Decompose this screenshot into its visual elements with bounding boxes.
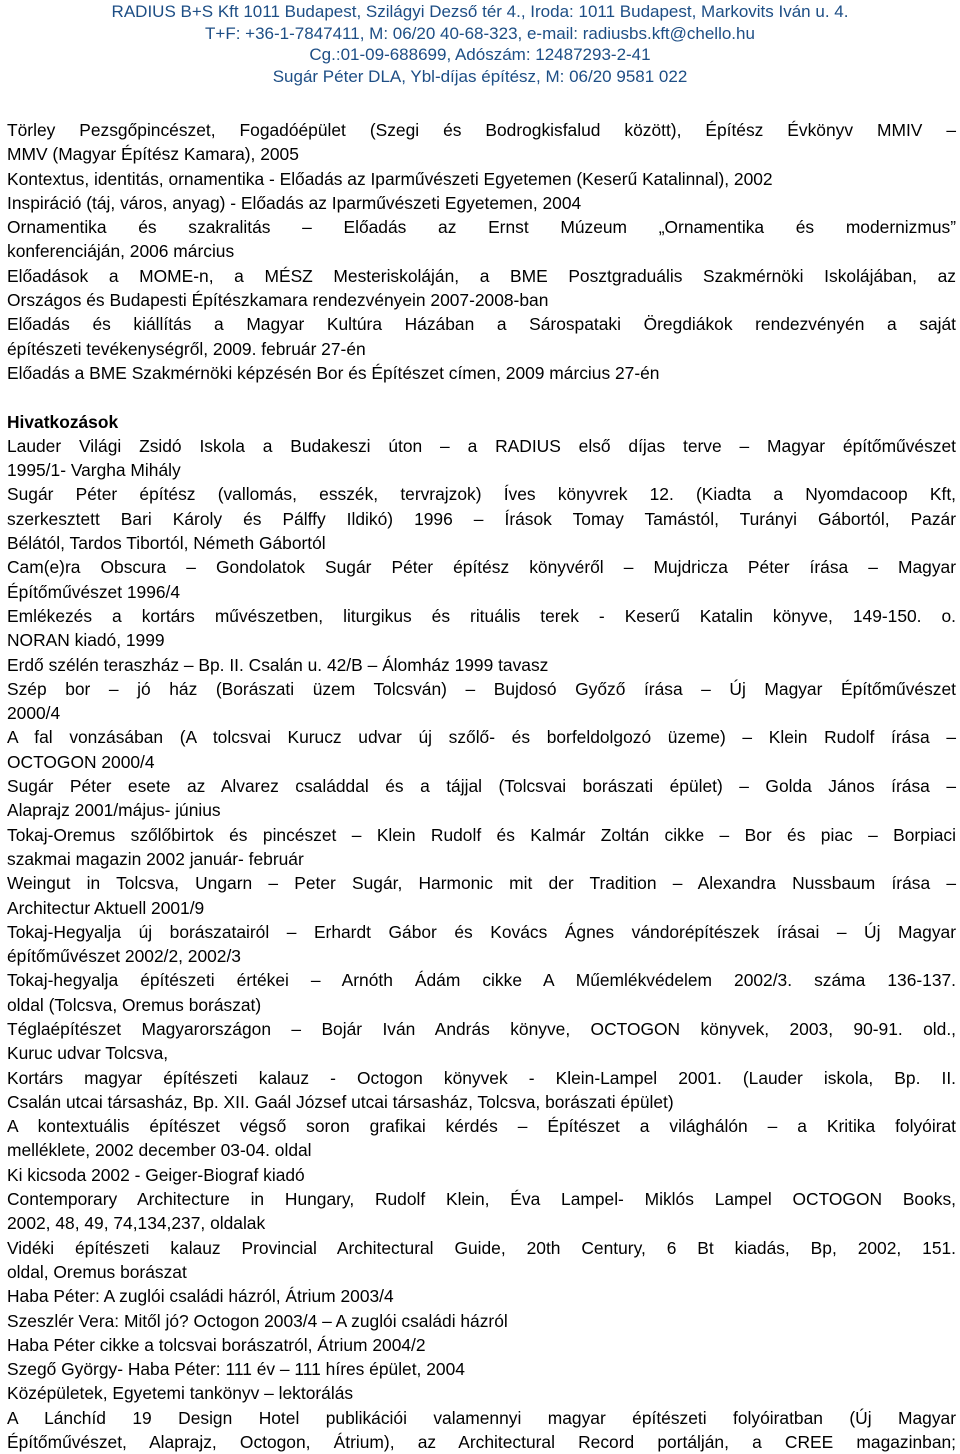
text-line: Kortárs magyar építészeti kalauz - Octogon könyvek - Klein-Lampel 2001. (Lauder iskola, Bp. II. <box>7 1067 956 1088</box>
text-line: melléklete, 2002 december 03-04. oldal <box>7 1140 312 1161</box>
text-line: Téglaépítészet Magyarországon – Bojár Iván András könyve, OCTOGON könyvek, 2003, 90-91. old., <box>7 1018 956 1039</box>
text-line: Emlékezés a kortárs művészetben, liturgikus és rituális terek - Keserű Katalin könyve, 149-150. o. <box>7 605 956 626</box>
text-line: 1995/1- Vargha Mihály <box>7 460 181 481</box>
text-line: Kuruc udvar Tolcsva, <box>7 1043 169 1064</box>
letterhead-architect: Sugár Péter DLA, Ybl-díjas építész, M: 06/20 9581 022 <box>272 66 688 86</box>
text-line: oldal, Oremus borászat <box>7 1261 187 1282</box>
document-body <box>7 118 956 1454</box>
text-line: 2002, 48, 49, 74,134,237, oldalak <box>7 1213 266 1234</box>
text-line: Szegő György- Haba Péter: 111 év – 111 híres épület, 2004 <box>7 1359 465 1380</box>
text-line: Előadások a MOME-n, a MÉSZ Mesteriskoláján, a BME Posztgraduális Szakmérnöki Iskolájában, az <box>7 265 956 286</box>
text-line: Országos és Budapesti Építészkamara rendezvényein 2007-2008-ban <box>7 290 549 311</box>
text-line: Contemporary Architecture in Hungary, Rudolf Klein, Éva Lampel- Miklós Lampel OCTOGON Books, <box>7 1189 956 1210</box>
text-line: Lauder Világi Zsidó Iskola a Budakeszi úton – a RADIUS első díjas terve – Magyar építőművészet <box>7 435 956 456</box>
text-line: Cam(e)ra Obscura – Gondolatok Sugár Péter építész könyvéről – Mujdricza Péter írása – Magyar <box>7 557 956 578</box>
letterhead-registration: Cg.:01-09-688699, Adószám: 12487293-2-41 <box>309 45 651 65</box>
references-heading: Hivatkozások <box>7 411 119 432</box>
text-line: Tokaj-Oremus szőlőbirtok és pincészet – Klein Rudolf és Kalmár Zoltán cikke – Bor és piac – Borpiaci <box>7 824 956 845</box>
text-line: Építőművészet 1996/4 <box>7 581 181 602</box>
text-line: konferenciáján, 2006 március <box>7 241 235 262</box>
text-line: Középületek, Egyetemi tankönyv – lektorálás <box>7 1383 354 1404</box>
text-line: Weingut in Tolcsva, Ungarn – Peter Sugár, Harmonic mit der Tradition – Alexandra Nussbaum írása – <box>7 873 956 894</box>
text-line: NORAN kiadó, 1999 <box>7 630 165 651</box>
text-line: Bélától, Tardos Tibortól, Németh Gábortól <box>7 533 326 554</box>
lectures-section <box>7 118 956 385</box>
text-line: Ornamentika és szakralitás – Előadás az Ernst Múzeum „Ornamentika és modernizmus” <box>7 217 956 238</box>
text-line: A kontextuális építészet végső soron grafikai kérdés – Építészet a világhálón – a Kritika folyóirat <box>7 1116 956 1137</box>
text-line: Inspiráció (táj, város, anyag) - Előadás az Iparművészeti Egyetemen, 2004 <box>7 192 582 213</box>
letterhead <box>0 1 960 87</box>
text-line: szakmai magazin 2002 január- február <box>7 848 304 869</box>
text-line: Tokaj-Hegyalja új borászatairól – Erhardt Gábor és Kovács Ágnes vándorépítészek írásai – Új Magyar <box>7 921 956 942</box>
text-line: Tokaj-hegyalja építészeti értékei – Arnóth Ádám cikke A Műemlékvédelem 2002/3. száma 136-137. <box>7 970 956 991</box>
text-line: Sugár Péter építész (vallomás, esszék, tervrajzok) Íves könyvrek 12. (Kiadta a Nyomdacoop Kft, <box>7 484 956 505</box>
text-line: MMV (Magyar Építész Kamara), 2005 <box>7 144 299 165</box>
text-line: szerkesztett Bari Károly és Pálffy Ildikó) 1996 – Írások Tomay Tamástól, Turányi Gábortól, Pazár <box>7 508 956 529</box>
text-line: Alaprajz 2001/május- június <box>7 800 221 821</box>
text-line: Erdő szélén teraszház – Bp. II. Csalán u. 42/B – Álomház 1999 tavasz <box>7 654 549 675</box>
text-line: Ki kicsoda 2002 - Geiger-Biograf kiadó <box>7 1164 305 1185</box>
text-line: építészeti tevékenységről, 2009. február 27-én <box>7 338 366 359</box>
text-line: Kontextus, identitás, ornamentika - Előadás az Iparművészeti Egyetemen (Keserű Katalinnal), 2002 <box>7 168 773 189</box>
text-line: Szép bor – jó ház (Borászati üzem Tolcsván) – Bujdosó Győző írása – Új Magyar Építőművészet <box>7 678 956 699</box>
text-line: Építőművészet, Alaprajz, Octogon, Átrium), az Architectural Record portálján, a CREE magazinban; <box>7 1432 956 1453</box>
letterhead-contact: T+F: +36-1-7847411, M: 06/20 40-68-323, e-mail: radiusbs.kft@chello.hu <box>205 23 755 43</box>
text-line: Előadás és kiállítás a Magyar Kultúra Házában a Sárospataki Öregdiákok rendezvényén a saját <box>7 314 956 335</box>
text-line: A Lánchíd 19 Design Hotel publikációi valamennyi magyar építészeti folyóiratban (Új Magyar <box>7 1407 956 1428</box>
text-line: Haba Péter cikke a tolcsvai borászatról, Átrium 2004/2 <box>7 1334 426 1355</box>
text-line: Törley Pezsgőpincészet, Fogadóépület (Szegi és Bodrogkisfalud között), Építész Évkönyv MMIV – <box>7 120 956 140</box>
text-line: Előadás a BME Szakmérnöki képzésén Bor és Építészet címen, 2009 március 27-én <box>7 362 660 383</box>
text-line: építőművészet 2002/2, 2002/3 <box>7 946 241 967</box>
text-line: oldal (Tolcsva, Oremus borászat) <box>7 994 262 1015</box>
text-line: Haba Péter: A zuglói családi házról, Átrium 2003/4 <box>7 1286 394 1307</box>
text-line: OCTOGON 2000/4 <box>7 751 155 772</box>
text-line: Sugár Péter esete az Alvarez családdal és a tájjal (Tolcsvai borászati épület) – Golda János írása – <box>7 776 956 797</box>
text-line: Csalán utcai társasház, Bp. XII. Gaál József utcai társasház, Tolcsva, borászati épület) <box>7 1091 674 1112</box>
references-section <box>7 434 956 1454</box>
section-spacer <box>7 385 956 409</box>
letterhead-address: RADIUS B+S Kft 1011 Budapest, Szilágyi Dezső tér 4., Iroda: 1011 Budapest, Markovits Iván u. 4. <box>111 2 849 21</box>
text-line: A fal vonzásában (A tolcsvai Kurucz udvar új szőlő- és borfeldolgozó üzeme) – Klein Rudolf írása – <box>7 727 956 748</box>
text-line: 2000/4 <box>7 703 61 724</box>
text-line: Architectur Aktuell 2001/9 <box>7 897 205 918</box>
text-line: Szeszlér Vera: Mitől jó? Octogon 2003/4 – A zuglói családi házról <box>7 1310 508 1331</box>
text-line: Vidéki építészeti kalauz Provincial Architectural Guide, 20th Century, 6 Bt kiadás, Bp, 2002, 151. <box>7 1237 956 1258</box>
